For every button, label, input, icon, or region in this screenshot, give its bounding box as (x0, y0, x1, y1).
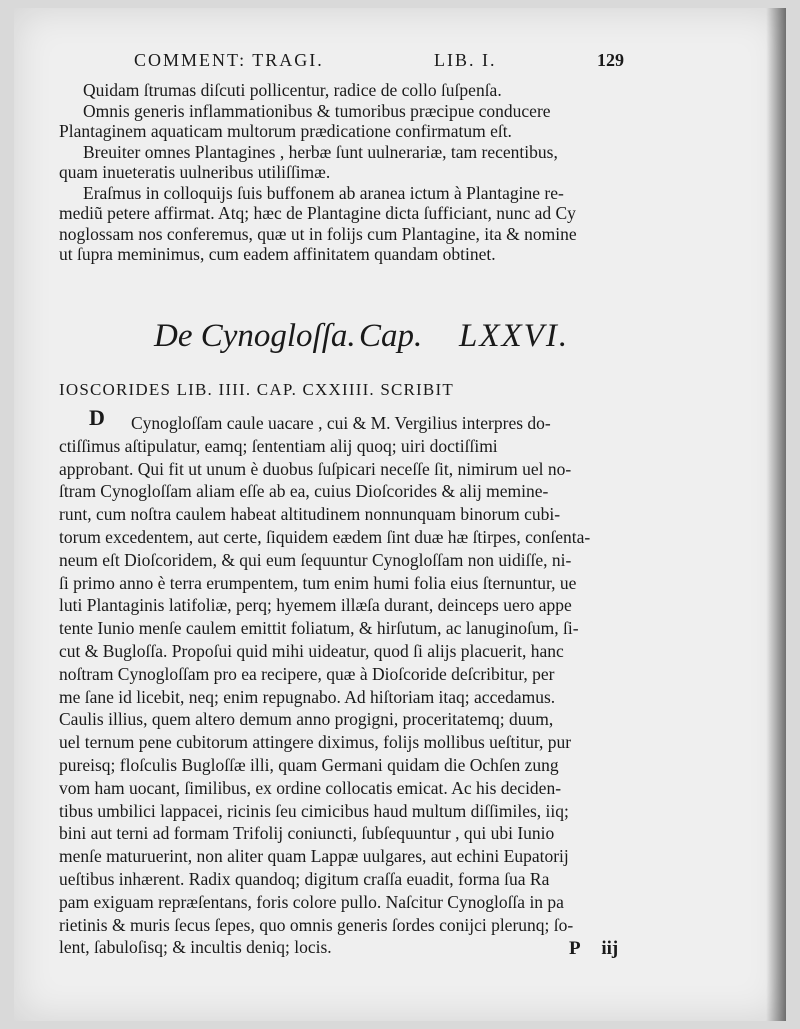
chapter-name: De Cynogloſſa. (154, 318, 356, 354)
text-line: lent, ſabuloſisq; & incultis deniq; locis. (59, 937, 332, 958)
text-line: approbant. Qui fit ut unum è duobus ſuſpicari neceſſe ſit, nimirum uel no- (59, 458, 572, 479)
text-line: runt, cum noſtra caulem habeat altitudinem nonnunquam binorum cubi- (59, 504, 561, 525)
text-line: neum eſt Dioſcoridem, & qui eum ſequuntur Cynogloſſam non uidiſſe, ni- (59, 549, 572, 570)
text-line: ſtram Cynogloſſam aliam eſſe ab ea, cuius Dioſcorides & alij memine- (59, 481, 549, 502)
text-line: uel ternum pene cubitorum attingere diximus, folijs mollibus ueſtitur, pur (59, 732, 572, 753)
signature-mark: P (569, 938, 581, 959)
text-line: pureisq; floſculis Bugloſſæ illi, quam Germani quidam die Ochſen zung (59, 754, 559, 775)
text-line: Plantaginem aquaticam multorum prædicatione confirmatum eſt. (59, 121, 512, 141)
page-footer (569, 938, 634, 960)
text-line: ut ſupra meminimus, cum eadem affinitatem quandam obtinet. (59, 244, 496, 264)
text-line: tibus umbilici lappacei, ricinis ſeu cimicibus haud multum diſſimiles, iiq; (59, 800, 569, 821)
text-line: me ſane id licebit, neq; enim repugnabo. Ad hiſtoriam itaq; accedamus. (59, 686, 556, 707)
text-line: cut & Bugloſſa. Propoſui quid mihi uideatur, quod ſi alijs placuerit, hanc (59, 640, 564, 661)
book-page (14, 8, 786, 1021)
chapter-cap: Cap. (359, 318, 423, 354)
page-edge-shadow (766, 8, 786, 1021)
body-text (59, 412, 644, 959)
running-title: COMMENT: TRAGI. (134, 50, 324, 70)
text-line: Eraſmus in colloquijs ſuis buffonem ab aranea ictum à Plantagine re- (83, 182, 564, 203)
text-line: noglossam nos conferemus, quæ ut in folijs cum Plantagine, ita & nomine (59, 223, 577, 244)
text-line: Quidam ſtrumas diſcuti pollicentur, radice de collo ſuſpenſa. (83, 80, 502, 100)
text-line: Cynogloſſam caule uacare , cui & M. Vergilius interpres do- (131, 413, 551, 433)
text-line: Caulis illius, quem altero demum anno progigni, proceritatemq; duum, (59, 709, 554, 730)
text-line: noſtram Cynogloſſam pro ea recipere, quæ à Dioſcoride deſcribitur, per (59, 663, 555, 684)
text-line: vom ham uocant, ſimilibus, ex ordine collocatis emicat. Ac his deciden- (59, 777, 562, 798)
text-line: rietinis & muris ſecus ſepes, quo omnis generis ſordes conijci plerunq; ſo- (59, 914, 574, 935)
chapter-number: LXXVI. (459, 318, 570, 354)
text-line: menſe maturuerint, non aliter quam Lappæ uulgares, aut echini Eupatorij (59, 846, 569, 867)
text-line: mediũ petere affirmat. Atq; hæc de Plantagine dicta ſufficiant, nunc ad Cy (59, 203, 576, 223)
text-line: tente Iunio menſe caulem emittit foliatum, & hirſutum, ac lanuginoſum, ſi- (59, 618, 579, 639)
text-line: Breuiter omnes Plantagines , herbæ ſunt uulnerariæ, tam recentibus, (83, 141, 558, 162)
text-line: Omnis generis inflammationibus & tumoribus præcipue conducere (83, 100, 551, 121)
text-line: torum excedentem, aut certe, ſiquidem eædem ſint duæ hæ ſtirpes, conſenta- (59, 526, 591, 547)
intro-text (59, 80, 644, 265)
text-line: ueſtibus inhærent. Radix quandoq; digitum craſſa euadit, forma ſua Ra (59, 868, 550, 889)
text-line: pam exiguam repræſentans, foris colore pullo. Naſcitur Cynogloſſa in pa (59, 891, 564, 912)
text-line: ctiſſimus aſtipulatur, eamq; ſententiam alij quoq; uiri doctiſſimi (59, 435, 498, 456)
drop-cap: D (89, 405, 105, 430)
text-line: bini aut terni ad formam Trifolij coniuncti, ſubſequuntur , qui ubi Iunio (59, 823, 555, 844)
book-number: LIB. I. (434, 50, 497, 70)
page-number: 129 (597, 50, 624, 70)
text-line: luti Plantaginis latifoliæ, perq; hyemem illæſa durant, deinceps uero appe (59, 595, 572, 616)
quire-number: iij (601, 938, 619, 959)
text-line: ſi primo anno è terra erumpentem, tum enim humi folia eius ſternuntur, ue (59, 572, 577, 593)
section-headline: IOSCORIDES LIB. IIII. CAP. CXXIIII. SCRIBIT (59, 380, 454, 399)
text-line: quam inueteratis uulneribus utiliſſimæ. (59, 162, 331, 182)
